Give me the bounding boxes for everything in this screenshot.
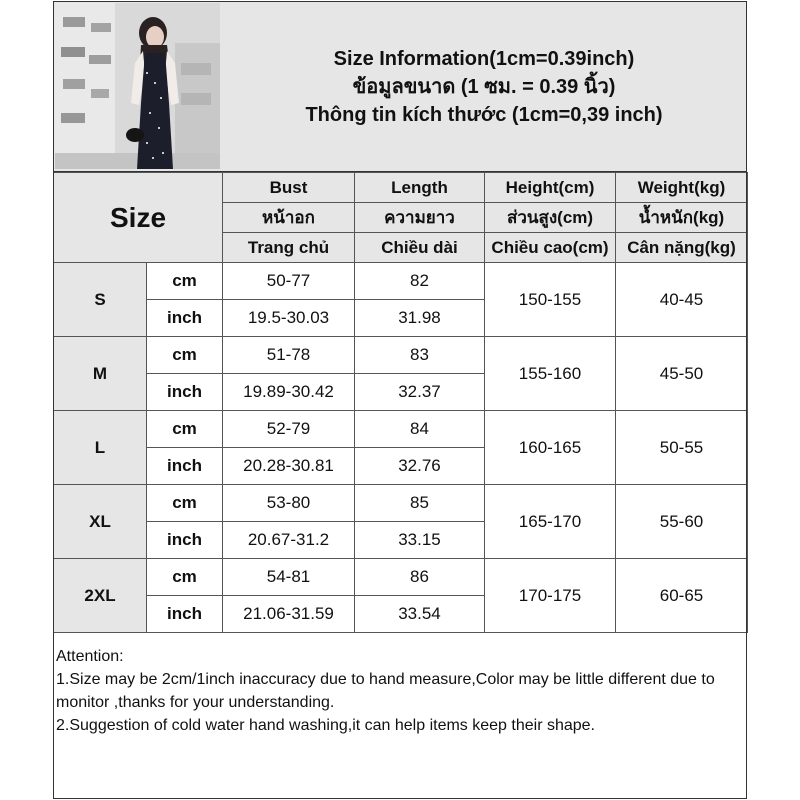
length-inch: 31.98: [355, 300, 485, 337]
title-thai: ข้อมูลขนาด (1 ซม. = 0.39 นิ้ว): [352, 75, 616, 98]
length-header-vi: Chiều dài: [355, 233, 485, 263]
unit-inch: inch: [147, 300, 223, 337]
page-frame: [53, 1, 747, 799]
bust-cm: 54-81: [223, 559, 355, 596]
size-header: Size: [54, 173, 223, 263]
weight-value: 55-60: [616, 485, 748, 559]
length-cm: 84: [355, 411, 485, 448]
unit-inch: inch: [147, 522, 223, 559]
length-cm: 85: [355, 485, 485, 522]
weight-header-th: น้ำหนัก(kg): [616, 203, 748, 233]
length-inch: 33.15: [355, 522, 485, 559]
bust-inch: 21.06-31.59: [223, 596, 355, 633]
bust-cm: 51-78: [223, 337, 355, 374]
length-inch: 32.37: [355, 374, 485, 411]
bust-cm: 50-77: [223, 263, 355, 300]
title-vietnamese: Thông tin kích thước (1cm=0,39 inch): [305, 103, 663, 126]
height-header-en: Height(cm): [485, 173, 616, 203]
bust-cm: 52-79: [223, 411, 355, 448]
bust-inch: 20.67-31.2: [223, 522, 355, 559]
size-label-s: S: [54, 263, 147, 337]
height-value: 160-165: [485, 411, 616, 485]
height-value: 165-170: [485, 485, 616, 559]
height-header-th: ส่วนสูง(cm): [485, 203, 616, 233]
unit-inch: inch: [147, 448, 223, 485]
size-label-2xl: 2XL: [54, 559, 147, 633]
weight-value: 50-55: [616, 411, 748, 485]
unit-cm: cm: [147, 337, 223, 374]
unit-inch: inch: [147, 596, 223, 633]
height-header-vi: Chiều cao(cm): [485, 233, 616, 263]
bust-cm: 53-80: [223, 485, 355, 522]
size-label-l: L: [54, 411, 147, 485]
unit-cm: cm: [147, 263, 223, 300]
length-inch: 32.76: [355, 448, 485, 485]
size-label-m: M: [54, 337, 147, 411]
weight-value: 45-50: [616, 337, 748, 411]
length-cm: 83: [355, 337, 485, 374]
weight-header-en: Weight(kg): [616, 173, 748, 203]
note-item: 1.Size may be 2cm/1inch inaccuracy due to hand measure,Color may be little different due to monitor ,thanks for your understanding.: [56, 671, 715, 711]
bust-inch: 19.5-30.03: [223, 300, 355, 337]
height-value: 170-175: [485, 559, 616, 633]
bust-header-en: Bust: [223, 173, 355, 203]
weight-value: 40-45: [616, 263, 748, 337]
height-value: 150-155: [485, 263, 616, 337]
length-header-th: ความยาว: [355, 203, 485, 233]
bust-header-vi: Trang chủ: [223, 233, 355, 263]
weight-header-vi: Cân nặng(kg): [616, 233, 748, 263]
unit-inch: inch: [147, 374, 223, 411]
title-english: Size Information(1cm=0.39inch): [333, 47, 635, 70]
note-item: 2.Suggestion of cold water hand washing,it can help items keep their shape.: [56, 717, 595, 734]
bust-header-th: หน้าอก: [223, 203, 355, 233]
unit-cm: cm: [147, 485, 223, 522]
length-inch: 33.54: [355, 596, 485, 633]
unit-cm: cm: [147, 411, 223, 448]
unit-cm: cm: [147, 559, 223, 596]
length-cm: 86: [355, 559, 485, 596]
size-label-xl: XL: [54, 485, 147, 559]
length-cm: 82: [355, 263, 485, 300]
weight-value: 60-65: [616, 559, 748, 633]
bust-inch: 20.28-30.81: [223, 448, 355, 485]
attention-heading: Attention:: [56, 648, 124, 665]
bust-inch: 19.89-30.42: [223, 374, 355, 411]
length-header-en: Length: [355, 173, 485, 203]
height-value: 155-160: [485, 337, 616, 411]
